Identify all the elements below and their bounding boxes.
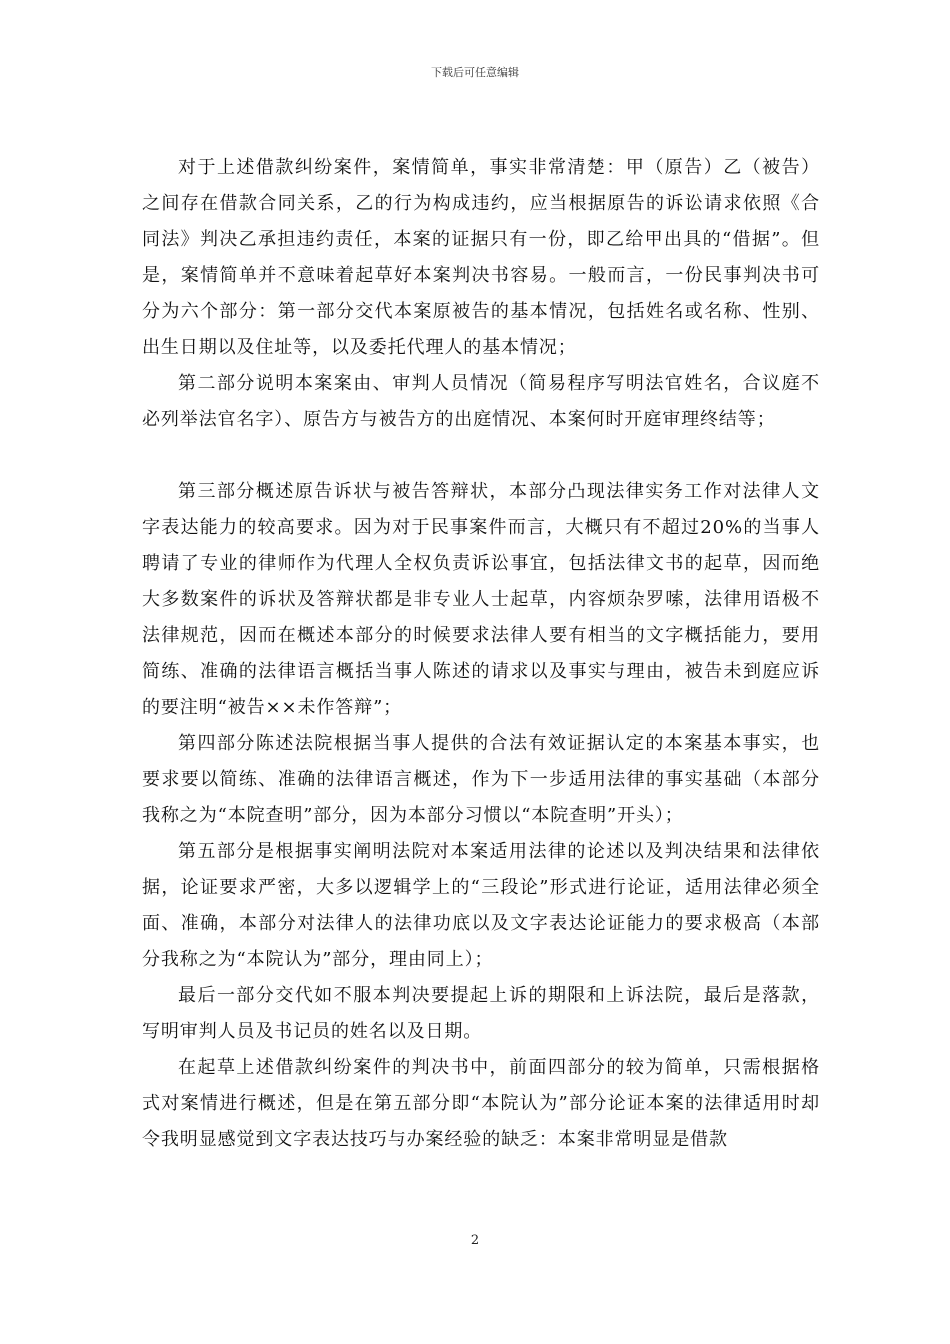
paragraph-part-four: 第四部分陈述法院根据当事人提供的合法有效证据认定的本案基本事实，也要求要以简练、准确的法律语言概述，作为下一步适用法律的事实基础（本部分我称之为“本院查明”部分，因为本部分习惯以“本院查明”开头）； bbox=[142, 733, 820, 826]
paragraph-part-two: 第二部分说明本案案由、审判人员情况（简易程序写明法官姓名，合议庭不必列举法官名字）、原告方与被告方的出庭情况、本案何时开庭审理终结等； bbox=[142, 373, 820, 430]
paragraph-part-five: 第五部分是根据事实阐明法院对本案适用法律的论述以及判决结果和法律依据，论证要求严密，大多以逻辑学上的“三段论”形式进行论证，适用法律必须全面、准确，本部分对法律人的法律功底以及文字表达论证能力的要求极高（本部分我称之为“本院认为”部分，理由同上）； bbox=[142, 841, 820, 970]
page-number: 2 bbox=[470, 1233, 480, 1248]
paragraph-intro: 对于上述借款纠纷案件，案情简单，事实非常清楚：甲（原告）乙（被告）之间存在借款合同关系，乙的行为构成违约，应当根据原告的诉讼请求依照《合同法》判决乙承担违约责任，本案的证据只有一份，即乙给甲出具的“借据”。但是，案情简单并不意味着起草好本案判决书容易。一般而言，一份民事判决书可分为六个部分：第一部分交代本案原被告的基本情况，包括姓名或名称、性别、出生日期以及住址等，以及委托代理人的基本情况； bbox=[142, 157, 820, 358]
page-header: 下载后可任意编辑 bbox=[431, 66, 519, 79]
document-body bbox=[142, 150, 820, 1158]
paragraph-part-six: 最后一部分交代如不服本判决要提起上诉的期限和上诉法院，最后是落款，写明审判人员及书记员的姓名以及日期。 bbox=[142, 985, 820, 1042]
paragraph-reflection: 在起草上述借款纠纷案件的判决书中，前面四部分的较为简单，只需根据格式对案情进行概述，但是在第五部分即“本院认为”部分论证本案的法律适用时却令我明显感觉到文字表达技巧与办案经验的缺乏：本案非常明显是借款 bbox=[142, 1057, 820, 1150]
paragraph-part-three: 第三部分概述原告诉状与被告答辩状，本部分凸现法律实务工作对法律人文字表达能力的较高要求。因为对于民事案件而言，大概只有不超过20%的当事人聘请了专业的律师作为代理人全权负责诉讼事宜，包括法律文书的起草，因而绝大多数案件的诉状及答辩状都是非专业人士起草，内容烦杂罗嗦，法律用语极不法律规范，因而在概述本部分的时候要求法律人要有相当的文字概括能力，要用简练、准确的法律语言概括当事人陈述的请求以及事实与理由，被告未到庭应诉的要注明“被告××未作答辩”； bbox=[142, 481, 820, 718]
